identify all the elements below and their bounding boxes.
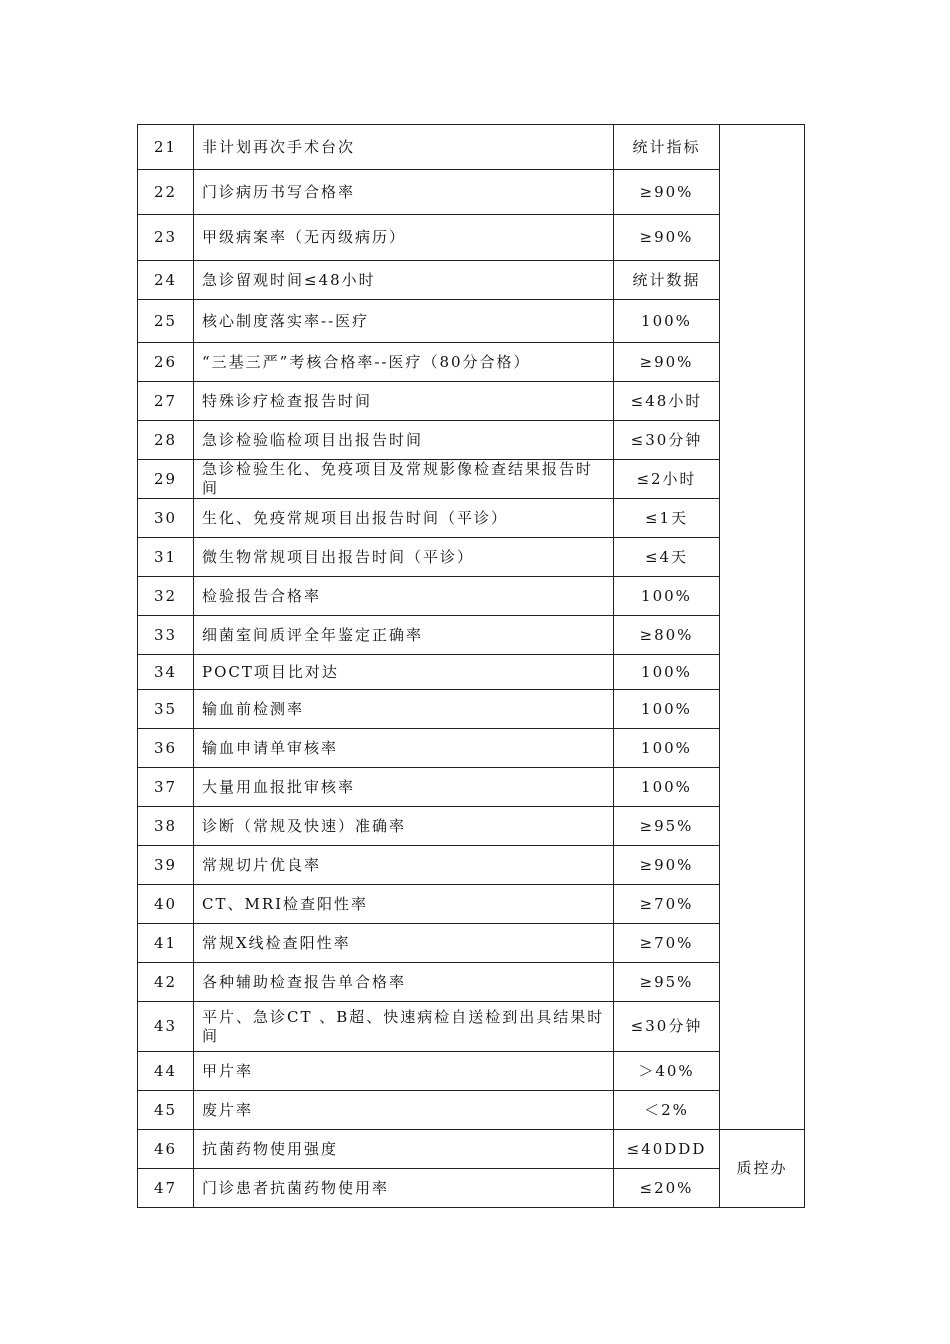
indicator-name: 常规X线检查阳性率 [194, 924, 614, 963]
row-number: 32 [138, 577, 194, 616]
indicator-name: 急诊检验生化、免疫项目及常规影像检查结果报告时间 [194, 460, 614, 499]
row-number: 27 [138, 382, 194, 421]
indicator-target: 100% [614, 690, 720, 729]
indicator-name: 甲级病案率（无丙级病历） [194, 215, 614, 261]
indicator-target: 统计数据 [614, 261, 720, 300]
dept-cell: 质控办 [720, 1130, 805, 1208]
indicator-target: 统计指标 [614, 125, 720, 170]
row-number: 28 [138, 421, 194, 460]
indicator-target: 100% [614, 655, 720, 690]
indicator-target: 100% [614, 729, 720, 768]
row-number: 36 [138, 729, 194, 768]
indicator-name: 细菌室间质评全年鉴定正确率 [194, 616, 614, 655]
row-number: 21 [138, 125, 194, 170]
row-number: 31 [138, 538, 194, 577]
indicator-target: ≥80% [614, 616, 720, 655]
indicator-target: ＞40% [614, 1052, 720, 1091]
indicator-target: ≥70% [614, 885, 720, 924]
indicator-name: 平片、急诊CT 、B超、快速病检自送检到出具结果时间 [194, 1002, 614, 1052]
row-number: 25 [138, 300, 194, 343]
row-number: 37 [138, 768, 194, 807]
row-number: 39 [138, 846, 194, 885]
row-number: 41 [138, 924, 194, 963]
table-row [138, 846, 805, 885]
indicator-table-body [138, 125, 805, 1208]
indicator-name: 急诊检验临检项目出报告时间 [194, 421, 614, 460]
indicator-target: 100% [614, 300, 720, 343]
table-row [138, 729, 805, 768]
indicator-name: 门诊病历书写合格率 [194, 170, 614, 215]
table-row [138, 1130, 805, 1169]
indicator-name: 废片率 [194, 1091, 614, 1130]
indicator-name: 核心制度落实率--医疗 [194, 300, 614, 343]
indicator-target: ＜2% [614, 1091, 720, 1130]
table-row [138, 963, 805, 1002]
table-row [138, 924, 805, 963]
table-row [138, 300, 805, 343]
indicator-name: 诊断（常规及快速）准确率 [194, 807, 614, 846]
table-row [138, 343, 805, 382]
table-row [138, 1002, 805, 1052]
table-row [138, 499, 805, 538]
table-row [138, 421, 805, 460]
indicator-name: 非计划再次手术台次 [194, 125, 614, 170]
indicator-target: ≥95% [614, 807, 720, 846]
row-number: 40 [138, 885, 194, 924]
table-row [138, 170, 805, 215]
row-number: 44 [138, 1052, 194, 1091]
row-number: 42 [138, 963, 194, 1002]
indicator-target: ≥90% [614, 846, 720, 885]
row-number: 24 [138, 261, 194, 300]
indicator-target: ≥70% [614, 924, 720, 963]
row-number: 30 [138, 499, 194, 538]
table-row [138, 1169, 805, 1208]
indicator-table [137, 124, 805, 1208]
indicator-name: 输血申请单审核率 [194, 729, 614, 768]
table-row [138, 382, 805, 421]
table-row [138, 690, 805, 729]
indicator-target: ≥90% [614, 343, 720, 382]
row-number: 47 [138, 1169, 194, 1208]
indicator-target: ≤40DDD [614, 1130, 720, 1169]
indicator-target: ≥95% [614, 963, 720, 1002]
indicator-target: ≤1天 [614, 499, 720, 538]
table-row [138, 538, 805, 577]
row-number: 33 [138, 616, 194, 655]
table-row [138, 885, 805, 924]
indicator-target: ≤48小时 [614, 382, 720, 421]
row-number: 43 [138, 1002, 194, 1052]
row-number: 23 [138, 215, 194, 261]
row-number: 29 [138, 460, 194, 499]
indicator-name: 甲片率 [194, 1052, 614, 1091]
table-row [138, 616, 805, 655]
row-number: 34 [138, 655, 194, 690]
row-number: 26 [138, 343, 194, 382]
row-number: 22 [138, 170, 194, 215]
table-row [138, 125, 805, 170]
indicator-name: 各种辅助检查报告单合格率 [194, 963, 614, 1002]
indicator-name: POCT项目比对达 [194, 655, 614, 690]
indicator-name: “三基三严”考核合格率--医疗（80分合格） [194, 343, 614, 382]
indicator-target: ≤2小时 [614, 460, 720, 499]
table-row [138, 1091, 805, 1130]
indicator-target: 100% [614, 768, 720, 807]
row-number: 45 [138, 1091, 194, 1130]
table-row [138, 460, 805, 499]
indicator-name: 常规切片优良率 [194, 846, 614, 885]
indicator-name: 微生物常规项目出报告时间（平诊） [194, 538, 614, 577]
indicator-target: ≥90% [614, 215, 720, 261]
indicator-name: 抗菌药物使用强度 [194, 1130, 614, 1169]
dept-cell-empty [720, 125, 805, 1130]
indicator-target: ≥90% [614, 170, 720, 215]
table-row [138, 261, 805, 300]
table-row [138, 1052, 805, 1091]
indicator-target: ≤30分钟 [614, 421, 720, 460]
row-number: 35 [138, 690, 194, 729]
indicator-target: 100% [614, 577, 720, 616]
indicator-name: 生化、免疫常规项目出报告时间（平诊） [194, 499, 614, 538]
indicator-target: ≤30分钟 [614, 1002, 720, 1052]
indicator-name: 特殊诊疗检查报告时间 [194, 382, 614, 421]
indicator-name: CT、MRI检查阳性率 [194, 885, 614, 924]
row-number: 46 [138, 1130, 194, 1169]
table-row [138, 215, 805, 261]
table-row [138, 655, 805, 690]
indicator-target: ≤20% [614, 1169, 720, 1208]
table-row [138, 807, 805, 846]
indicator-name: 急诊留观时间≤48小时 [194, 261, 614, 300]
indicator-name: 大量用血报批审核率 [194, 768, 614, 807]
table-row [138, 768, 805, 807]
indicator-name: 输血前检测率 [194, 690, 614, 729]
indicator-name: 门诊患者抗菌药物使用率 [194, 1169, 614, 1208]
table-row [138, 577, 805, 616]
indicator-name: 检验报告合格率 [194, 577, 614, 616]
indicator-target: ≤4天 [614, 538, 720, 577]
row-number: 38 [138, 807, 194, 846]
